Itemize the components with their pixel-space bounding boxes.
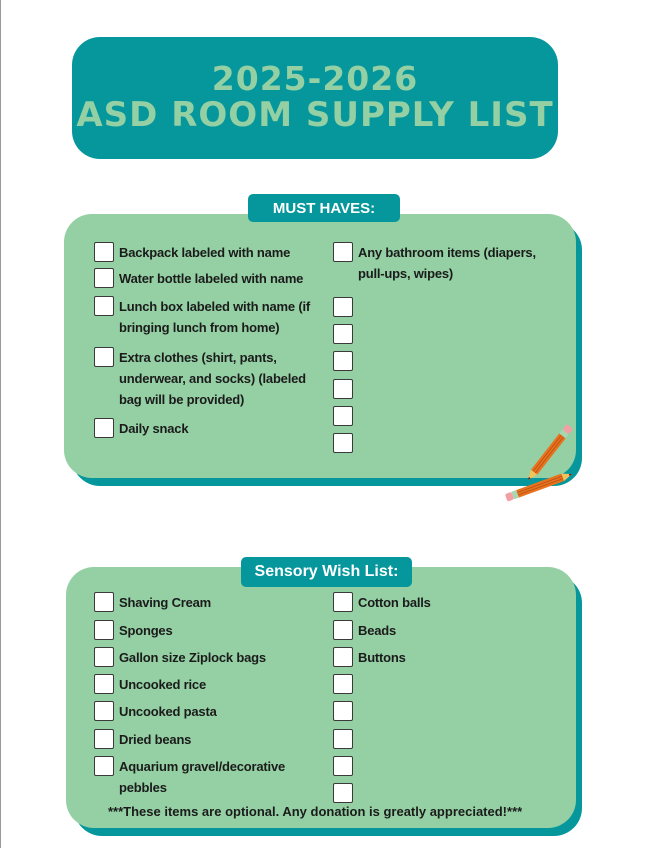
checklist-item	[333, 647, 533, 668]
checklist-item	[94, 347, 324, 410]
checkbox[interactable]	[94, 647, 114, 667]
checklist-item	[94, 296, 324, 338]
must-haves-heading-text: MUST HAVES:	[272, 199, 376, 217]
optional-note: ***These items are optional. Any donation is greatly appreciated!***	[108, 804, 523, 819]
checklist-item-blank	[333, 324, 353, 344]
item-label: Cotton balls	[358, 595, 431, 610]
checklist-item	[94, 418, 324, 439]
item-label: Sponges	[119, 623, 173, 638]
checkbox[interactable]	[94, 592, 114, 612]
checkbox[interactable]	[333, 351, 353, 371]
sensory-heading-text: Sensory Wish List:	[254, 563, 399, 580]
checkbox[interactable]	[94, 347, 114, 367]
checkbox[interactable]	[94, 418, 114, 438]
item-label: Beads	[358, 623, 397, 638]
checklist-item-blank	[333, 433, 353, 453]
item-label: Uncooked pasta	[119, 704, 217, 719]
must-haves-heading	[248, 194, 400, 222]
pencils-icon	[500, 418, 590, 504]
item-label: Dried beans	[119, 732, 192, 747]
checklist-item	[94, 242, 324, 263]
checklist-item	[94, 268, 324, 289]
checklist-item	[94, 592, 324, 613]
checklist-item-blank	[333, 701, 353, 721]
checkbox[interactable]	[94, 756, 114, 776]
page-left-edge	[0, 0, 1, 848]
item-label: Water bottle labeled with name	[119, 271, 304, 286]
item-label: Buttons	[358, 650, 406, 665]
checklist-item-blank	[333, 406, 353, 426]
checklist-item-blank	[333, 729, 353, 749]
item-label: Extra clothes (shirt, pants, underwear, and socks) (labeled bag will be provided)	[119, 350, 306, 407]
checkbox[interactable]	[333, 674, 353, 694]
sensory-heading	[241, 557, 412, 587]
checkbox[interactable]	[333, 647, 353, 667]
checkbox[interactable]	[94, 729, 114, 749]
checklist-item	[94, 729, 324, 750]
checklist-item-blank	[333, 674, 353, 694]
checklist-item	[94, 674, 324, 695]
checkbox[interactable]	[94, 620, 114, 640]
checkbox[interactable]	[333, 756, 353, 776]
checklist-item	[333, 592, 533, 613]
checklist-item	[333, 620, 533, 641]
checklist-item-blank	[333, 351, 353, 371]
title-banner	[72, 37, 558, 159]
checkbox[interactable]	[333, 783, 353, 803]
checkbox[interactable]	[333, 729, 353, 749]
checklist-item-blank	[333, 297, 353, 317]
checkbox[interactable]	[94, 701, 114, 721]
item-label: Gallon size Ziplock bags	[119, 650, 266, 665]
item-label: Aquarium gravel/decorative pebbles	[119, 759, 286, 795]
checklist-item-blank	[333, 756, 353, 776]
item-label: Any bathroom items (diapers, pull-ups, wipes)	[358, 245, 536, 281]
checklist-item	[333, 242, 548, 284]
checkbox[interactable]	[333, 406, 353, 426]
item-label: Uncooked rice	[119, 677, 206, 692]
checkbox[interactable]	[94, 674, 114, 694]
checklist-item-blank	[333, 379, 353, 399]
item-label: Shaving Cream	[119, 595, 212, 610]
title-year: 2025-2026	[211, 59, 419, 99]
checklist-item	[94, 701, 324, 722]
checkbox[interactable]	[333, 701, 353, 721]
item-label: Daily snack	[119, 421, 189, 436]
checkbox[interactable]	[333, 592, 353, 612]
checkbox[interactable]	[333, 379, 353, 399]
checkbox[interactable]	[94, 268, 114, 288]
checkbox[interactable]	[333, 433, 353, 453]
item-label: Lunch box labeled with name (if bringing lunch from home)	[119, 299, 310, 335]
checklist-item	[94, 620, 324, 641]
checkbox[interactable]	[333, 324, 353, 344]
checklist-item	[94, 647, 324, 668]
checkbox[interactable]	[333, 620, 353, 640]
item-label: Backpack labeled with name	[119, 245, 291, 260]
checkbox[interactable]	[94, 242, 114, 262]
checklist-item	[94, 756, 309, 798]
checkbox[interactable]	[333, 242, 353, 262]
checklist-item-blank	[333, 783, 353, 803]
checkbox[interactable]	[94, 296, 114, 316]
title-main: ASD ROOM SUPPLY LIST	[76, 95, 554, 136]
checkbox[interactable]	[333, 297, 353, 317]
